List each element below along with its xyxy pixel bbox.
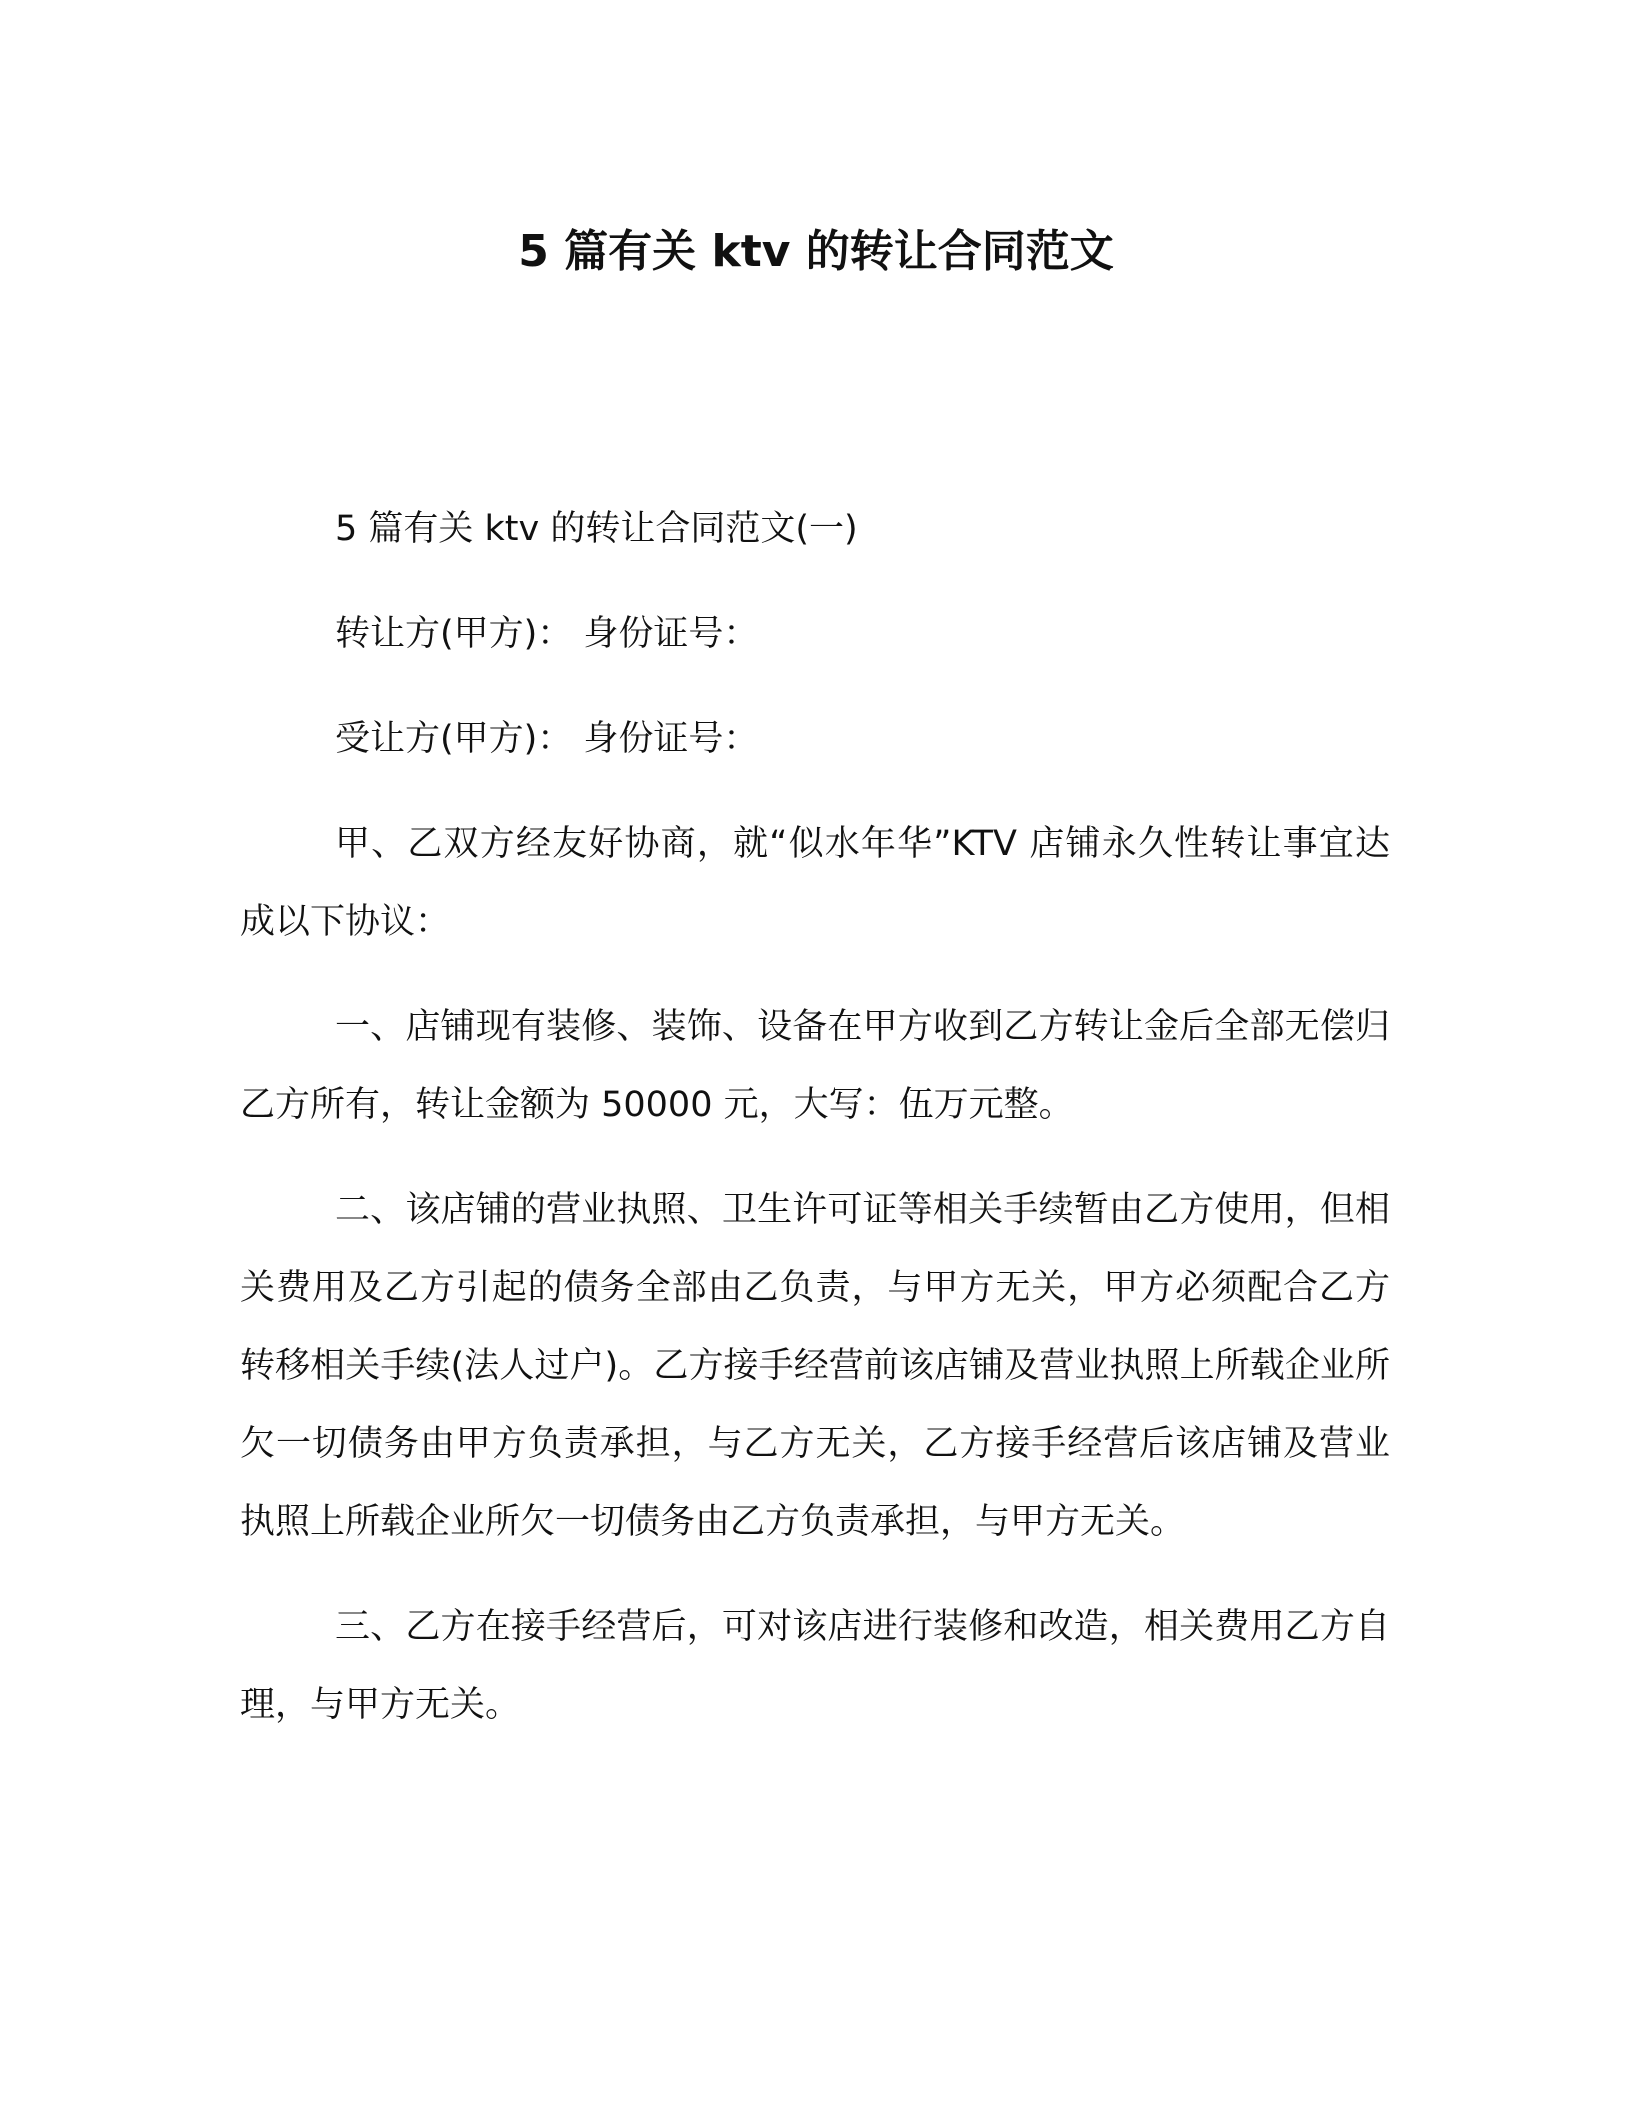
document-body: [240, 490, 1390, 1771]
document-title: 5 篇有关 ktv 的转让合同范文: [518, 226, 1114, 277]
transferor-line: 转让方(甲方)： 身份证号：: [335, 614, 759, 654]
transferee-line: 受让方(甲方)： 身份证号：: [335, 719, 759, 759]
clause-two: 二、该店铺的营业执照、卫生许可证等相关手续暂由乙方使用，但相关费用及乙方引起的债务全部由乙负责，与甲方无关，甲方必须配合乙方转移相关手续(法人过户)。乙方接手经营前该店铺及营业执照上所载企业所欠一切债务由甲方负责承担，与乙方无关，乙方接手经营后该店铺及营业执照上所载企业所欠一切债务由乙方负责承担，与甲方无关。: [240, 1190, 1390, 1542]
clause-one: 一、店铺现有装修、装饰、设备在甲方收到乙方转让金后全部无偿归乙方所有，转让金额为 50000 元，大写：伍万元整。: [240, 1007, 1390, 1125]
section-heading: 5 篇有关 ktv 的转让合同范文(一): [335, 509, 858, 549]
clause-three: 三、乙方在接手经营后，可对该店进行装修和改造，相关费用乙方自理，与甲方无关。: [240, 1607, 1390, 1725]
agreement-intro: 甲、乙双方经友好协商，就“似水年华”KTV 店铺永久性转让事宜达成以下协议：: [240, 824, 1390, 942]
